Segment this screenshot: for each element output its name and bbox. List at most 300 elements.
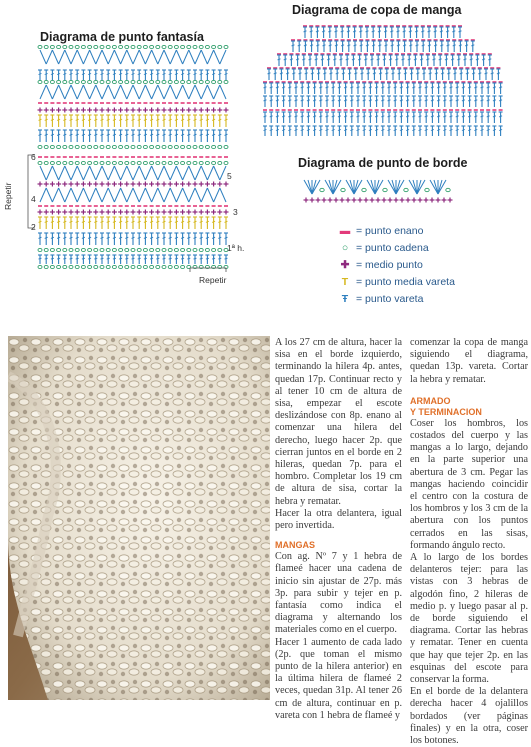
stitch-mark <box>377 59 380 60</box>
stitch-mark <box>187 248 191 251</box>
stitch-mark <box>437 130 440 131</box>
stitch-mark <box>90 85 96 99</box>
stitch-mark <box>189 50 195 64</box>
stitch-mark <box>344 130 347 131</box>
stitch-mark <box>181 134 184 135</box>
stitch-mark <box>199 80 203 83</box>
stitch-mark <box>150 145 154 148</box>
stitch-mark <box>158 85 164 99</box>
stitch-mark <box>88 265 92 268</box>
stitch-mark <box>428 31 431 32</box>
stitch-mark <box>429 73 432 74</box>
stitch-mark <box>150 80 154 83</box>
stitch-mark <box>170 85 176 99</box>
stitch-mark <box>218 237 221 238</box>
paragraph: Hacer la otra delantera, igual pero invertida. <box>275 507 402 532</box>
stitch-mark <box>396 180 404 194</box>
stitch-mark <box>131 145 135 148</box>
stitch-mark <box>63 161 67 164</box>
stitch-mark <box>372 31 375 32</box>
stitch-mark <box>158 188 164 202</box>
stitch-mark <box>286 73 289 74</box>
stitch-mark <box>304 180 312 194</box>
stitch-mark <box>175 134 178 135</box>
stitch-mark <box>119 45 123 48</box>
stitch-mark <box>394 116 397 117</box>
stitch-mark <box>76 119 79 120</box>
stitch-mark <box>63 237 66 238</box>
stitch-mark <box>292 73 295 74</box>
stitch-mark <box>375 180 383 194</box>
stitch-mark <box>162 161 166 164</box>
stitch-mark <box>264 130 267 131</box>
stitch-mark <box>224 80 228 83</box>
stitch-mark <box>316 45 319 46</box>
stitch-mark <box>218 248 222 251</box>
stitch-mark <box>143 265 147 268</box>
stitch-mark <box>50 80 54 83</box>
stitch-mark <box>425 188 429 191</box>
stitch-mark <box>316 31 319 32</box>
stitch-mark <box>88 237 91 238</box>
stitch-mark <box>307 116 310 117</box>
stitch-mark <box>338 130 341 131</box>
stitch-mark <box>341 45 344 46</box>
stitch-mark <box>143 80 147 83</box>
stitch-mark <box>488 59 491 60</box>
stitch-mark <box>381 130 384 131</box>
stitch-mark <box>65 50 71 64</box>
stitch-mark <box>59 85 65 99</box>
stitch-mark <box>468 116 471 117</box>
stitch-mark <box>156 145 160 148</box>
stitch-mark <box>168 80 172 83</box>
stitch-mark <box>218 80 222 83</box>
stitch-mark <box>357 87 360 88</box>
stitch-mark <box>435 73 438 74</box>
legend-row <box>336 256 526 273</box>
stitch-mark <box>398 73 401 74</box>
stitch-mark <box>156 258 159 259</box>
stitch-mark <box>443 116 446 117</box>
stitch-mark <box>156 237 159 238</box>
stitch-mark <box>139 50 145 64</box>
knitted-sweater-photo <box>8 336 270 700</box>
stitch-mark <box>77 166 83 180</box>
stitch-mark <box>181 119 184 120</box>
stitch-mark <box>419 100 422 101</box>
stitch-mark <box>150 221 153 222</box>
stitch-mark <box>344 100 347 101</box>
stitch-mark <box>183 50 189 64</box>
stitch-mark <box>152 50 158 64</box>
stitch-mark <box>137 45 141 48</box>
stitch-mark <box>493 116 496 117</box>
stitch-mark <box>264 87 267 88</box>
stitch-mark <box>394 100 397 101</box>
stitch-mark <box>63 265 67 268</box>
stitch-mark <box>170 188 176 202</box>
stitch-mark <box>375 180 379 194</box>
stitch-mark <box>366 45 369 46</box>
stitch-mark <box>205 145 209 148</box>
stitch-mark <box>94 80 98 83</box>
stitch-mark <box>51 119 54 120</box>
stitch-mark <box>332 100 335 101</box>
stitch-mark <box>75 248 79 251</box>
stitch-mark <box>338 87 341 88</box>
stitch-mark <box>138 221 141 222</box>
stitch-mark <box>187 74 190 75</box>
stitch-mark <box>187 237 190 238</box>
stitch-mark <box>404 73 407 74</box>
stitch-mark <box>137 265 141 268</box>
stitch-mark <box>383 59 386 60</box>
stitch-mark <box>127 188 133 202</box>
stitch-mark <box>471 45 474 46</box>
stitch-mark <box>125 134 128 135</box>
stitch-mark <box>83 166 89 180</box>
stitch-mark <box>187 258 190 259</box>
stitch-mark <box>224 45 228 48</box>
stitch-mark <box>452 31 455 32</box>
stitch-mark <box>276 100 279 101</box>
stitch-mark <box>409 180 417 194</box>
stitch-mark <box>164 166 170 180</box>
stitch-mark <box>205 248 209 251</box>
stitch-mark <box>107 74 110 75</box>
stitch-mark <box>131 248 135 251</box>
stitch-mark <box>417 180 425 194</box>
stitch-mark <box>330 73 333 74</box>
stitch-mark <box>132 134 135 135</box>
stitch-mark <box>282 87 285 88</box>
stitch-mark <box>156 45 160 48</box>
stitch-mark <box>106 161 110 164</box>
stitch-mark <box>143 248 147 251</box>
stitch-mark <box>315 59 318 60</box>
stitch-mark <box>137 248 141 251</box>
stitch-mark <box>212 134 215 135</box>
stitch-mark <box>168 45 172 48</box>
stitch-mark <box>206 74 209 75</box>
stitch-mark <box>44 265 48 268</box>
stitch-mark <box>181 221 184 222</box>
stitch-mark <box>100 45 104 48</box>
stitch-mark <box>139 85 145 99</box>
stitch-mark <box>194 119 197 120</box>
stitch-mark <box>38 80 42 83</box>
stitch-mark <box>65 85 71 99</box>
stitch-mark <box>175 119 178 120</box>
stitch-mark <box>76 74 79 75</box>
stitch-mark <box>125 265 129 268</box>
sweater-texture-image <box>8 336 270 700</box>
stitch-mark <box>175 237 178 238</box>
stitch-mark <box>162 45 166 48</box>
stitch-mark <box>63 80 67 83</box>
stitch-mark <box>487 100 490 101</box>
stitch-mark <box>94 237 97 238</box>
stitch-mark <box>44 80 48 83</box>
stitch-mark <box>220 166 226 180</box>
stitch-mark <box>499 87 502 88</box>
stitch-mark <box>57 45 61 48</box>
stitch-mark <box>282 100 285 101</box>
stitch-mark <box>174 248 178 251</box>
stitch-mark <box>169 258 172 259</box>
stitch-mark <box>106 248 110 251</box>
stitch-mark <box>225 134 228 135</box>
stitch-mark <box>174 265 178 268</box>
stitch-mark <box>125 80 129 83</box>
stitch-mark <box>350 87 353 88</box>
stitch-mark <box>369 116 372 117</box>
stitch-mark <box>361 73 364 74</box>
stitch-mark <box>39 134 42 135</box>
stitch-mark <box>90 166 96 180</box>
stitch-mark <box>400 116 403 117</box>
stitch-mark <box>218 145 222 148</box>
stitch-mark <box>44 248 48 251</box>
stitch-mark <box>487 116 490 117</box>
stitch-mark <box>38 45 42 48</box>
stitch-mark <box>57 265 61 268</box>
stitch-mark <box>326 130 329 131</box>
stitch-mark <box>412 130 415 131</box>
stitch-mark <box>132 237 135 238</box>
stitch-mark <box>139 188 145 202</box>
stitch-mark <box>100 161 104 164</box>
stitch-mark <box>264 100 267 101</box>
stitch-mark <box>218 258 221 259</box>
stitch-mark <box>400 87 403 88</box>
stitch-mark <box>276 116 279 117</box>
stitch-mark <box>57 74 60 75</box>
stitch-mark <box>278 59 281 60</box>
stitch-mark <box>214 85 220 99</box>
stitch-mark <box>187 45 191 48</box>
stitch-mark <box>364 59 367 60</box>
stitch-mark <box>357 130 360 131</box>
paragraph: Hacer 1 aumento de cada lado (2p. que toman el mismo punto de la hilera anterior) en la última hilera de flameé 2 veces, quedan 31p. Al tener 26 cm de altura, continuar en p. vareta con 1 hebra de flameé y <box>275 636 402 721</box>
stitch-mark <box>90 188 96 202</box>
stitch-mark <box>156 80 160 83</box>
stitch-mark <box>145 188 151 202</box>
chain-stitch-icon: ○ <box>341 241 349 254</box>
stitch-mark <box>304 45 307 46</box>
stitch-mark <box>156 221 159 222</box>
stitch-mark <box>468 100 471 101</box>
stitch-mark <box>194 221 197 222</box>
stitch-mark <box>428 45 431 46</box>
stitch-mark <box>276 130 279 131</box>
stitch-mark <box>144 134 147 135</box>
copa-stitch-diagram <box>255 18 525 138</box>
stitch-mark <box>156 74 159 75</box>
paragraph: comenzar la copa de manga siguiendo el diagrama, quedan 13p. vareta. Cortar la hebra y rematar. <box>410 337 528 385</box>
stitch-mark <box>189 188 195 202</box>
stitch-mark <box>437 116 440 117</box>
stitch-mark <box>357 100 360 101</box>
stitch-mark <box>431 130 434 131</box>
stitch-mark <box>101 221 104 222</box>
stitch-mark <box>288 116 291 117</box>
stitch-mark <box>375 130 378 131</box>
stitch-mark <box>82 119 85 120</box>
stitch-mark <box>69 145 73 148</box>
stitch-mark <box>425 116 428 117</box>
stitch-mark <box>112 248 116 251</box>
stitch-mark <box>127 85 133 99</box>
row-label-one: 1ª h. <box>227 243 245 253</box>
stitch-mark <box>320 188 324 191</box>
stitch-mark <box>378 45 381 46</box>
stitch-mark <box>108 188 114 202</box>
stitch-mark <box>113 237 116 238</box>
stitch-mark <box>493 130 496 131</box>
stitch-mark <box>328 31 331 32</box>
stitch-mark <box>497 73 500 74</box>
stitch-mark <box>333 180 341 194</box>
stitch-mark <box>106 80 110 83</box>
stitch-mark <box>119 248 123 251</box>
stitch-mark <box>137 80 141 83</box>
stitch-mark <box>193 248 197 251</box>
stitch-mark <box>112 145 116 148</box>
stitch-mark <box>144 221 147 222</box>
stitch-mark <box>125 45 129 48</box>
stitch-mark <box>82 134 85 135</box>
stitch-mark <box>76 221 79 222</box>
stitch-mark <box>70 258 73 259</box>
stitch-mark <box>207 188 213 202</box>
stitch-mark <box>201 188 207 202</box>
stitch-mark <box>63 119 66 120</box>
stitch-mark <box>431 100 434 101</box>
stitch-mark <box>447 45 450 46</box>
stitch-mark <box>220 188 226 202</box>
stitch-mark <box>143 145 147 148</box>
stitch-mark <box>189 85 195 99</box>
stitch-mark <box>76 237 79 238</box>
stitch-mark <box>145 50 151 64</box>
paragraph: Coser los hombros, los costados del cuerpo y las mangas a lo largo, dejando en la parte superior una abertura de 3 cm. Pegar las mangas haciendo coincidir el centro con la costura de los hombros y los 3 cm de la abertura con los puntos cerrados en las sisas, formando ángulo recto. <box>410 417 528 551</box>
stitch-mark <box>218 119 221 120</box>
stitch-mark <box>295 116 298 117</box>
stitch-mark <box>218 74 221 75</box>
stitch-mark <box>163 74 166 75</box>
stitch-mark <box>212 145 216 148</box>
stitch-mark <box>394 87 397 88</box>
stitch-mark <box>83 50 89 64</box>
stitch-mark <box>75 145 79 148</box>
stitch-mark <box>388 100 391 101</box>
stitch-mark <box>375 87 378 88</box>
stitch-mark <box>168 265 172 268</box>
stitch-mark <box>102 188 108 202</box>
stitch-mark <box>474 87 477 88</box>
stitch-mark <box>52 50 58 64</box>
stitch-mark <box>63 258 66 259</box>
stitch-mark <box>94 119 97 120</box>
stitch-mark <box>181 74 184 75</box>
stitch-mark <box>342 73 345 74</box>
stitch-mark <box>121 188 127 202</box>
stitch-mark <box>456 130 459 131</box>
stitch-mark <box>164 188 170 202</box>
stitch-mark <box>138 134 141 135</box>
stitch-mark <box>57 258 60 259</box>
stitch-mark <box>200 134 203 135</box>
stitch-mark <box>288 100 291 101</box>
stitch-mark <box>69 265 73 268</box>
stitch-mark <box>152 188 158 202</box>
stitch-mark <box>371 59 374 60</box>
stitch-mark <box>493 100 496 101</box>
stitch-mark <box>280 73 283 74</box>
stitch-mark <box>493 87 496 88</box>
stitch-mark <box>88 248 92 251</box>
stitch-legend <box>336 222 526 307</box>
stitch-mark <box>268 73 271 74</box>
stitch-mark <box>388 180 396 194</box>
stitch-mark <box>187 134 190 135</box>
stitch-mark <box>423 73 426 74</box>
stitch-mark <box>121 50 127 64</box>
stitch-mark <box>52 188 58 202</box>
stitch-mark <box>212 119 215 120</box>
stitch-mark <box>212 221 215 222</box>
stitch-mark <box>38 248 42 251</box>
stitch-mark <box>101 258 104 259</box>
row-label-three: 3 <box>233 207 238 217</box>
stitch-mark <box>50 145 54 148</box>
stitch-mark <box>206 119 209 120</box>
stitch-mark <box>218 161 222 164</box>
stitch-mark <box>322 31 325 32</box>
stitch-mark <box>481 100 484 101</box>
stitch-mark <box>462 100 465 101</box>
stitch-mark <box>212 45 216 48</box>
stitch-mark <box>131 45 135 48</box>
stitch-mark <box>44 145 48 148</box>
stitch-mark <box>350 180 354 194</box>
stitch-mark <box>119 221 122 222</box>
stitch-mark <box>76 134 79 135</box>
stitch-mark <box>425 130 428 131</box>
stitch-mark <box>419 87 422 88</box>
stitch-mark <box>82 221 85 222</box>
stitch-mark <box>181 161 185 164</box>
stitch-mark <box>112 161 116 164</box>
stitch-mark <box>102 85 108 99</box>
stitch-mark <box>481 116 484 117</box>
stitch-mark <box>369 87 372 88</box>
slip-stitch-icon: ▬ <box>339 224 351 237</box>
row-label-six: 6 <box>31 152 36 162</box>
stitch-mark <box>169 134 172 135</box>
paragraph: A lo largo de los bordes delanteros tejer: para las vistas con 3 hebras de algodón fino, 2 hileras de medio p. y luego pasar al p. de borde siguiendo el diagrama. Cortar las hebras y rematar. Tener en cuenta que hay que tejer 2p. en las esquinas del escote para conservar la forma. <box>410 552 528 686</box>
stitch-mark <box>434 45 437 46</box>
stitch-mark <box>168 145 172 148</box>
stitch-mark <box>96 166 102 180</box>
stitch-mark <box>156 134 159 135</box>
stitch-mark <box>51 258 54 259</box>
legend-row <box>336 273 526 290</box>
stitch-mark <box>113 74 116 75</box>
stitch-mark <box>340 59 343 60</box>
